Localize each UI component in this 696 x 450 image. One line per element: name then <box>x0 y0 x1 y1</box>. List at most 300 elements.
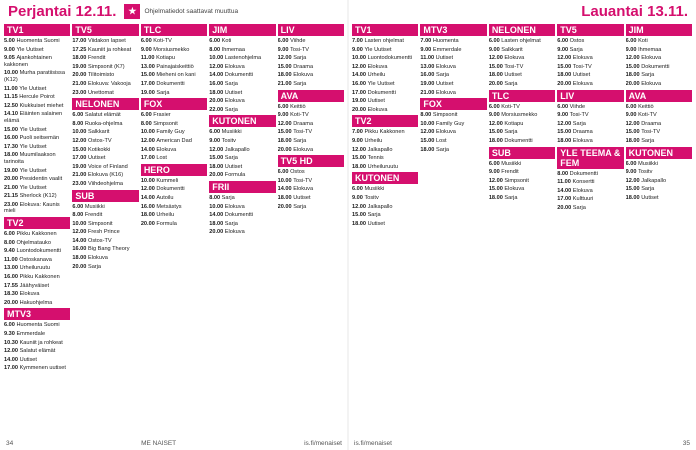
program-title: Elokuva <box>87 255 108 262</box>
program-title: Simpsonit <box>87 220 113 227</box>
program-title: Frendit <box>501 169 519 176</box>
program-time: 17.00 <box>140 155 157 162</box>
program-title: Ihmemaa <box>221 46 245 53</box>
program-time: 16.00 <box>4 274 20 281</box>
program-listing <box>626 195 692 202</box>
program-time: 6.00 <box>277 103 291 110</box>
program-time: 10.00 <box>72 220 88 227</box>
program-time: 18.00 <box>488 72 505 79</box>
program-title: Puoli seitsemän <box>19 135 60 142</box>
program-listing <box>209 90 275 97</box>
program-title: Kotiapu <box>504 120 524 127</box>
program-listing <box>4 348 70 355</box>
program-time: 12.00 <box>140 186 157 193</box>
program-listing <box>352 212 418 219</box>
program-listing <box>4 185 70 192</box>
program-listing <box>72 47 138 54</box>
program-listing <box>557 55 623 62</box>
program-listing <box>72 64 138 71</box>
program-listing <box>4 86 70 93</box>
program-listing <box>209 221 275 228</box>
program-title: Elokuva <box>367 106 388 113</box>
program-title: Uutiset <box>293 194 311 201</box>
program-time: 8.00 <box>72 120 85 127</box>
program-title: Ruoka-ohjelma <box>84 120 123 127</box>
program-title: Konsertti <box>572 179 595 186</box>
program-title: Luontodokumentti <box>367 55 413 62</box>
program-title: Sarja <box>156 89 170 96</box>
program-title: Ohjelmatauko <box>16 239 51 246</box>
program-listing <box>626 129 692 136</box>
program-title: Elokuva <box>224 98 245 105</box>
program-listing <box>209 147 275 154</box>
program-title: Tennis <box>367 155 384 162</box>
program-time: 5.00 <box>4 38 17 44</box>
program-title: Ostos <box>290 169 305 176</box>
program-listing <box>489 138 555 145</box>
program-time: 11.00 <box>140 55 157 62</box>
program-time: 9.00 <box>352 194 365 201</box>
program-title: Sarja <box>504 129 518 136</box>
program-title: Sarja <box>641 186 655 193</box>
program-title: Sarja <box>569 46 583 53</box>
program-time: 15.00 <box>625 186 642 193</box>
program-listing <box>278 147 344 154</box>
program-time: 18.30 <box>4 291 20 298</box>
program-time: 23.00 <box>4 201 20 208</box>
program-time: 21.15 <box>4 193 20 200</box>
program-listing <box>141 204 207 211</box>
program-time: 12.00 <box>625 120 642 127</box>
left-page-number: 34 <box>6 439 14 447</box>
program-listing <box>278 72 344 79</box>
program-time: 6.00 <box>488 103 502 110</box>
program-title: Koti-TV <box>290 112 309 119</box>
program-time: 6.00 <box>625 160 639 167</box>
program-listing <box>352 221 418 228</box>
program-time: 19.00 <box>352 98 368 105</box>
program-title: Huomenta Suomi <box>16 38 60 44</box>
program-time: 6.00 <box>140 38 154 44</box>
program-time: 14.10 <box>4 111 20 118</box>
program-listing <box>278 112 344 119</box>
program-time: 8.00 <box>557 170 570 177</box>
program-title: Morsiusmekko <box>153 46 190 53</box>
program-listing <box>278 121 344 128</box>
program-time: 20.00 <box>557 80 573 87</box>
program-title: Tosi-TV <box>293 129 313 136</box>
program-time: 13.00 <box>140 63 157 70</box>
program-listing <box>72 112 138 119</box>
left-day-title: Perjantai 12.11. <box>8 2 117 20</box>
program-title: Dokumentti <box>367 89 396 96</box>
program-title: Sarja <box>293 80 307 87</box>
channel-header: TV5 <box>72 24 138 36</box>
program-listing <box>72 90 138 97</box>
program-listing <box>141 147 207 154</box>
program-listing <box>209 129 275 136</box>
program-time: 10.30 <box>4 339 20 346</box>
program-title: Elokuva <box>435 89 456 96</box>
program-time: 9.40 <box>4 248 17 255</box>
program-title: Jalkapallo <box>224 146 250 153</box>
program-time: 7.00 <box>352 38 365 44</box>
right-day-title: Lauantai 13.11. <box>581 2 688 20</box>
right-header <box>348 0 696 22</box>
program-title: Jalkapallo <box>641 177 667 184</box>
program-time: 9.30 <box>4 331 17 337</box>
program-listing <box>209 138 275 145</box>
program-title: Koti-TV <box>638 112 657 119</box>
program-listing <box>557 196 623 203</box>
program-listing <box>557 138 623 145</box>
program-title: Musiikki <box>501 160 522 167</box>
program-listing <box>141 38 207 45</box>
channel-header: AVA <box>626 90 692 102</box>
program-listing <box>72 172 138 179</box>
program-time: 21.00 <box>4 184 20 191</box>
program-time: 14.00 <box>72 237 88 244</box>
program-time: 9.00 <box>4 46 17 53</box>
program-title: Emmerdale <box>16 331 46 337</box>
program-time: 16.00 <box>140 203 157 210</box>
program-listing <box>4 248 70 255</box>
program-title: Painajaiskeittiö <box>156 63 194 70</box>
program-title: Lost <box>156 155 167 162</box>
program-listing <box>489 47 555 54</box>
program-listing <box>489 195 555 202</box>
program-title: Dokumentti <box>156 80 185 87</box>
program-listing <box>4 103 70 110</box>
program-title: Jalkapallo <box>367 146 393 153</box>
program-time: 18.00 <box>209 220 225 227</box>
program-listing <box>626 55 692 62</box>
program-time: 9.00 <box>277 112 291 119</box>
program-time: 7.00 <box>420 38 433 44</box>
program-time: 6.00 <box>4 231 17 238</box>
program-listing <box>72 81 138 88</box>
program-title: Tilitoimisto <box>87 72 115 79</box>
program-title: Dokumentti <box>641 63 670 70</box>
program-listing <box>4 291 70 298</box>
program-time: 10.00 <box>4 70 20 77</box>
program-listing <box>278 64 344 71</box>
right-col-4 <box>626 24 692 436</box>
program-listing <box>278 129 344 136</box>
right-footer-url: is.fi/menaiset <box>354 439 392 447</box>
program-title: Kotiapu <box>156 55 176 62</box>
program-listing <box>4 340 70 347</box>
program-title: Frasier <box>153 112 171 119</box>
program-listing <box>352 186 418 193</box>
program-listing <box>72 204 138 211</box>
program-time: 10.00 <box>352 55 368 62</box>
program-title: Yle Uutiset <box>364 46 392 53</box>
highlight-label: Ohjelmatiedot saattavat muuttua <box>144 7 239 15</box>
program-time: 16.00 <box>209 80 225 87</box>
program-listing <box>626 112 692 119</box>
program-time: 15.00 <box>352 212 368 219</box>
program-title: Frendit <box>84 212 103 219</box>
program-time: 8.00 <box>420 112 433 119</box>
channel-header: NELONEN <box>72 98 138 110</box>
right-footer <box>348 436 696 450</box>
program-listing <box>4 111 70 124</box>
program-listing <box>278 186 344 193</box>
program-title: Koti-TV <box>153 38 172 44</box>
program-time: 23.00 <box>72 89 88 96</box>
program-title: Pikku Kakkonen <box>364 129 405 136</box>
program-listing <box>557 38 623 45</box>
program-time: 12.00 <box>209 63 225 70</box>
channel-header: KUTONEN <box>626 147 692 159</box>
program-title: Emmerdale <box>432 46 462 53</box>
program-title: Sarja <box>572 120 586 127</box>
program-time: 14.00 <box>352 72 368 79</box>
program-title: Sarja <box>504 194 518 201</box>
program-title: Sarja <box>641 72 655 79</box>
program-listing <box>352 129 418 136</box>
program-listing <box>489 169 555 176</box>
program-listing <box>278 81 344 88</box>
program-time: 21.00 <box>277 80 294 87</box>
program-time: 15.00 <box>352 155 368 162</box>
program-title: Elokuva <box>572 80 593 87</box>
program-listing <box>141 138 207 145</box>
program-time: 16.00 <box>72 246 88 253</box>
program-time: 12.00 <box>352 203 368 210</box>
program-listing <box>557 72 623 79</box>
program-title: Tositv <box>638 169 653 176</box>
program-title: Metsästys <box>156 203 182 210</box>
program-title: Lasten ohjelmat <box>364 38 404 44</box>
program-title: Hercule Poirot <box>19 94 55 101</box>
program-title: Ostos-TV <box>87 237 112 244</box>
program-title: Simpsonit <box>153 120 178 127</box>
program-title: Jalkapallo <box>367 203 393 210</box>
program-title: Lasten ohjelmat <box>501 38 541 44</box>
program-listing <box>557 104 623 111</box>
program-time: 8.00 <box>4 239 17 246</box>
channel-header: TV5 <box>557 24 623 36</box>
program-title: Urheiluruutu <box>367 163 399 170</box>
channel-header: JIM <box>209 24 275 36</box>
program-title: Ajankohtainen kakkonen <box>4 55 52 68</box>
program-title: Keittiö <box>638 103 654 110</box>
program-time: 18.00 <box>488 137 505 144</box>
program-time: 12.00 <box>488 55 505 62</box>
program-title: Formula <box>224 172 246 179</box>
program-listing <box>4 300 70 307</box>
program-listing <box>626 138 692 145</box>
program-title: Elokuva <box>19 291 40 298</box>
program-time: 20.00 <box>4 176 20 183</box>
program-time: 20.00 <box>209 229 225 236</box>
program-time: 8.00 <box>72 212 85 219</box>
program-title: Elokuva <box>572 137 593 144</box>
program-listing <box>489 186 555 193</box>
program-time: 18.00 <box>277 137 294 144</box>
program-time: 8.00 <box>209 194 222 201</box>
program-title: Ostoskanava <box>19 256 52 263</box>
program-time: 18.00 <box>277 72 294 79</box>
program-time: 18.00 <box>72 55 88 62</box>
program-listing <box>626 161 692 168</box>
program-listing <box>420 129 486 136</box>
program-listing <box>352 90 418 97</box>
program-listing <box>489 121 555 128</box>
program-listing <box>4 265 70 272</box>
program-title: American Dad <box>156 137 192 144</box>
program-time: 10.00 <box>140 129 157 136</box>
program-title: Fresh Prince <box>87 229 120 236</box>
program-listing <box>209 38 275 45</box>
program-listing <box>557 171 623 178</box>
program-time: 6.00 <box>72 203 85 210</box>
program-listing <box>4 231 70 238</box>
program-time: 15.00 <box>420 137 436 144</box>
program-time: 6.00 <box>209 38 222 44</box>
program-listing <box>4 70 70 83</box>
program-title: Uutiset <box>367 220 385 227</box>
program-time: 12.00 <box>352 63 368 70</box>
program-title: Yle Uutiset <box>19 143 47 150</box>
program-time: 14.00 <box>209 212 225 219</box>
program-listing <box>489 55 555 62</box>
program-time: 18.00 <box>209 163 225 170</box>
channel-header: TV5 HD <box>278 155 344 167</box>
program-time: 15.00 <box>625 63 642 70</box>
program-time: 12.00 <box>557 55 573 62</box>
program-listing <box>557 188 623 195</box>
program-title: Viihdeohjelma <box>87 180 124 187</box>
program-title: Dokumentti <box>569 170 598 177</box>
program-time: 15.00 <box>488 186 505 193</box>
program-title: Uutiset <box>367 98 385 105</box>
program-time: 9.00 <box>488 169 502 176</box>
program-time: 20.00 <box>140 220 157 227</box>
program-time: 18.00 <box>488 194 505 201</box>
program-title: Sarja <box>221 194 235 201</box>
program-time: 9.00 <box>625 112 639 119</box>
program-listing <box>4 365 70 372</box>
channel-header: FOX <box>141 98 207 110</box>
program-title: Sarja <box>224 220 238 227</box>
program-listing <box>352 38 418 45</box>
program-title: Formula <box>156 220 177 227</box>
program-title: Salatut elämät <box>19 348 56 355</box>
program-time: 9.00 <box>140 46 154 53</box>
program-time: 12.00 <box>72 229 88 236</box>
program-listing <box>72 164 138 171</box>
program-title: Sarja <box>87 263 102 270</box>
program-time: 19.00 <box>4 167 20 174</box>
program-listing <box>141 212 207 219</box>
program-listing <box>209 229 275 236</box>
program-listing <box>141 72 207 79</box>
program-time: 18.00 <box>352 220 368 227</box>
program-listing <box>420 121 486 128</box>
program-title: Elokuva <box>224 63 245 70</box>
program-title: Yle Uutiset <box>19 85 47 92</box>
program-listing <box>420 55 486 62</box>
channel-header: TV2 <box>352 115 418 127</box>
program-title: Dokumentti <box>504 137 533 144</box>
program-time: 20.00 <box>277 203 294 210</box>
program-title: Elokuva <box>572 187 593 194</box>
program-listing <box>141 178 207 185</box>
program-time: 20.00 <box>488 80 505 87</box>
channel-header: FRII <box>209 181 275 193</box>
program-listing <box>557 81 623 88</box>
program-listing <box>278 138 344 145</box>
program-title: Draama <box>641 120 662 127</box>
program-title: Kymmenen uutiset <box>19 365 66 372</box>
program-listing <box>352 138 418 145</box>
program-time: 20.00 <box>277 146 294 153</box>
channel-header: HERO <box>141 164 207 176</box>
program-listing <box>4 331 70 338</box>
program-title: Tosi-TV <box>290 46 310 53</box>
right-col-3 <box>557 24 623 436</box>
left-col-4 <box>278 24 344 436</box>
program-listing <box>489 129 555 136</box>
program-listing <box>352 98 418 105</box>
program-title: Huomenta Suomi <box>16 322 60 329</box>
program-listing <box>72 121 138 128</box>
program-time: 12.00 <box>488 120 505 127</box>
program-listing <box>4 94 70 101</box>
program-listing <box>557 47 623 54</box>
program-title: Viihde <box>569 103 586 110</box>
program-time: 13.00 <box>420 63 436 70</box>
program-title: Uutiset <box>641 194 659 201</box>
program-time: 6.00 <box>277 38 291 44</box>
program-title: Pikku Kakkonen <box>19 274 60 281</box>
program-time: 21.00 <box>420 89 436 96</box>
program-time: 20.00 <box>4 299 20 306</box>
program-time: 19.00 <box>72 163 88 170</box>
program-listing <box>209 72 275 79</box>
program-listing <box>209 107 275 114</box>
program-listing <box>352 47 418 54</box>
program-time: 12.00 <box>72 137 88 144</box>
program-time: 6.00 <box>352 186 365 193</box>
program-title: Luontodokumentti <box>16 248 61 255</box>
program-time: 17.00 <box>557 196 573 203</box>
program-listing <box>278 178 344 185</box>
program-title: Kauniit ja rohkeat <box>87 46 132 53</box>
program-listing <box>489 64 555 71</box>
program-listing <box>4 55 70 68</box>
program-title: Uutiset <box>435 80 454 87</box>
program-listing <box>420 47 486 54</box>
program-title: Salkkarit <box>501 46 523 53</box>
program-time: 22.00 <box>209 106 225 113</box>
channel-header: AVA <box>278 90 344 102</box>
program-time: 9.00 <box>557 112 570 119</box>
program-listing <box>278 55 344 62</box>
program-listing <box>489 104 555 111</box>
program-title: Frendit <box>87 55 106 62</box>
left-page <box>0 24 348 436</box>
program-listing <box>420 147 486 154</box>
program-title: Urheilu <box>364 137 383 144</box>
channel-header: TV1 <box>4 24 70 36</box>
program-title: Ostos <box>569 38 585 44</box>
program-listing <box>72 255 138 262</box>
program-listing <box>72 138 138 145</box>
